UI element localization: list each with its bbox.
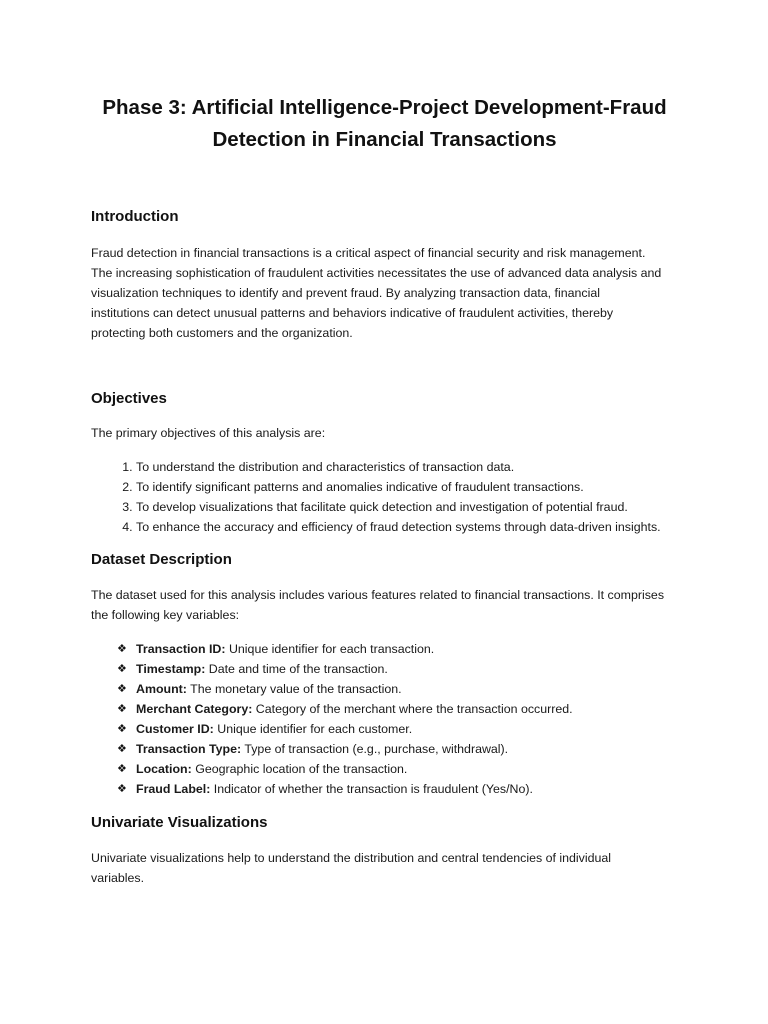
univariate-heading: Univariate Visualizations xyxy=(91,814,268,831)
variable-name: Timestamp: xyxy=(136,662,206,676)
diamond-bullet-icon: ❖ xyxy=(117,703,127,715)
objectives-heading: Objectives xyxy=(91,390,167,407)
variable-desc: Type of transaction (e.g., purchase, withdrawal). xyxy=(241,742,509,756)
variable-desc: The monetary value of the transaction. xyxy=(186,682,402,696)
text-line: visualization techniques to identify and prevent fraud. By analyzing transaction data, financial xyxy=(91,286,601,300)
objective-item: 2. To identify significant patterns and anomalies indicative of fraudulent transactions. xyxy=(136,477,678,497)
variable-item xyxy=(117,759,678,779)
univariate-paragraph xyxy=(91,848,678,888)
variable-desc: Indicator of whether the transaction is fraudulent (Yes/No). xyxy=(210,782,533,796)
variable-item xyxy=(117,719,678,739)
diamond-bullet-icon: ❖ xyxy=(117,783,127,795)
variable-desc: Geographic location of the transaction. xyxy=(191,762,408,776)
variable-desc: Unique identifier for each customer. xyxy=(213,722,413,736)
variable-name: Merchant Category: xyxy=(136,702,253,716)
text-line: Univariate visualizations help to understand the distribution and central tendencies of individual xyxy=(91,851,612,865)
variable-desc: Date and time of the transaction. xyxy=(205,662,388,676)
variable-item xyxy=(117,659,678,679)
variable-item xyxy=(117,739,678,759)
variable-name: Amount: xyxy=(136,682,187,696)
introduction-paragraph xyxy=(91,243,678,343)
diamond-bullet-icon: ❖ xyxy=(117,643,127,655)
objective-item: 4. To enhance the accuracy and efficiency of fraud detection systems through data-driven insights. xyxy=(136,517,678,537)
text-line: The increasing sophistication of fraudulent activities necessitates the use of advanced data analysis and xyxy=(91,266,662,280)
diamond-bullet-icon: ❖ xyxy=(117,663,127,675)
objective-item: 1. To understand the distribution and characteristics of transaction data. xyxy=(136,457,678,477)
objectives-list xyxy=(91,457,678,537)
title-line: Phase 3: Artificial Intelligence-Project Development-Fraud xyxy=(102,96,667,119)
objective-item: 3. To develop visualizations that facilitate quick detection and investigation of potential fraud. xyxy=(136,497,678,517)
text-line: Fraud detection in financial transactions is a critical aspect of financial security and risk management. xyxy=(91,246,646,260)
variable-desc: Category of the merchant where the transaction occurred. xyxy=(252,702,573,716)
text-line: variables. xyxy=(91,871,145,885)
dataset-paragraph xyxy=(91,585,678,625)
variable-name: Fraud Label: xyxy=(136,782,211,796)
text-line: protecting both customers and the organization. xyxy=(91,326,353,340)
variable-item xyxy=(117,779,678,799)
title-line: Detection in Financial Transactions xyxy=(212,128,557,151)
diamond-bullet-icon: ❖ xyxy=(117,743,127,755)
variable-desc: Unique identifier for each transaction. xyxy=(225,642,435,656)
variable-name: Customer ID: xyxy=(136,722,214,736)
objectives-intro: The primary objectives of this analysis are: xyxy=(91,426,326,440)
variable-item xyxy=(117,639,678,659)
variable-name: Transaction ID: xyxy=(136,642,226,656)
diamond-bullet-icon: ❖ xyxy=(117,723,127,735)
variable-name: Transaction Type: xyxy=(136,742,242,756)
introduction-heading: Introduction xyxy=(91,208,179,225)
text-line: The dataset used for this analysis includes various features related to financial transactions. It comprises xyxy=(91,588,665,602)
diamond-bullet-icon: ❖ xyxy=(117,683,127,695)
variable-item xyxy=(117,679,678,699)
diamond-bullet-icon: ❖ xyxy=(117,763,127,775)
variables-list xyxy=(91,639,678,799)
text-line: institutions can detect unusual patterns and behaviors indicative of fraudulent activities, thereby xyxy=(91,306,614,320)
document-title xyxy=(91,0,678,156)
dataset-heading: Dataset Description xyxy=(91,551,232,568)
text-line: the following key variables: xyxy=(91,608,240,622)
variable-item xyxy=(117,699,678,719)
variable-name: Location: xyxy=(136,762,192,776)
